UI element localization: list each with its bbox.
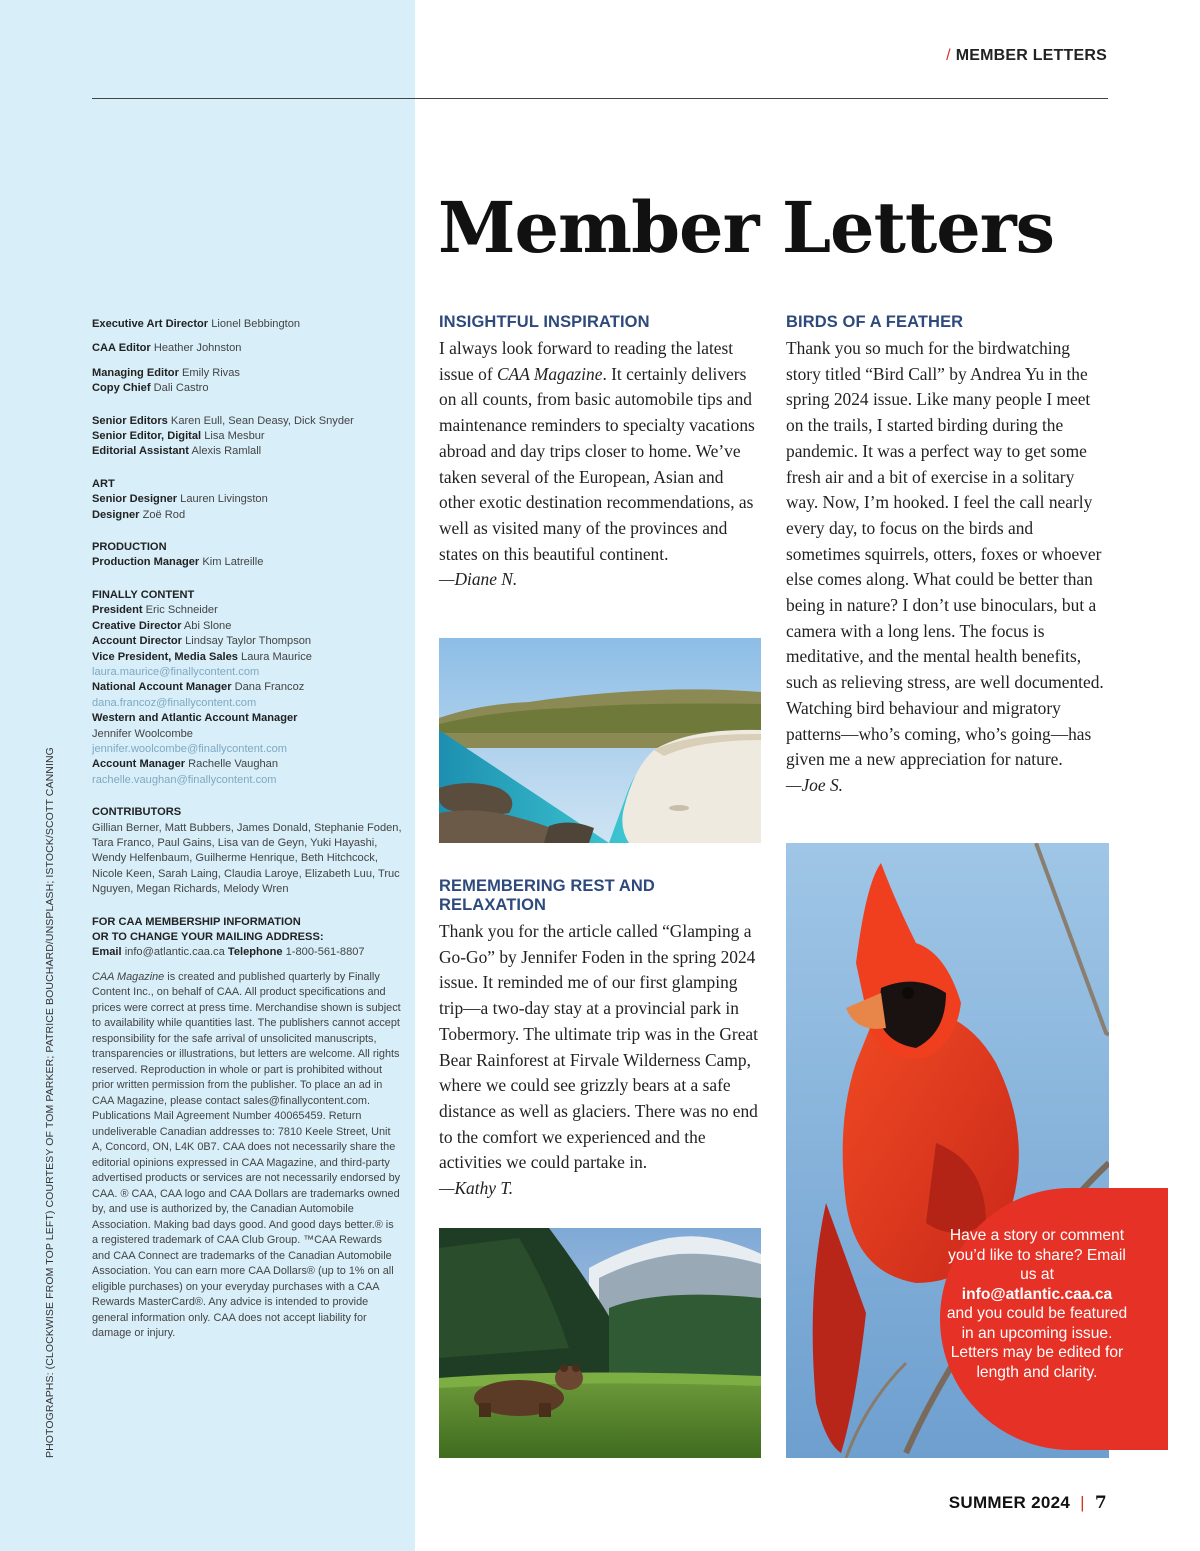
masthead-group-contributors — [92, 805, 402, 897]
masthead-value: Lauren Livingston — [180, 493, 268, 506]
footer-divider: | — [1080, 1493, 1085, 1512]
contributors-list: Gillian Berner, Matt Bubbers, James Donald, Stephanie Foden, Tara Franco, Paul Gains, Lisa van de Geyn, Yuki Hayashi, Wendy Helfenbaum, Guilherme Henrique, Beth Hitchcock, Nicole Keen, Sarah Laing, Claudia Laroye, Elizabeth Luu, Truc Nguyen, Megan Richards, Melody Wren — [92, 821, 402, 896]
masthead-group-membership — [92, 915, 402, 961]
masthead-value: Lisa Mesbur — [204, 430, 265, 443]
letter-signature: —Joe S. — [786, 774, 843, 795]
letter — [439, 877, 761, 1202]
beach-photo — [439, 638, 761, 843]
membership-email[interactable]: info@atlantic.caa.ca — [124, 946, 225, 959]
letter-body-text: I always look forward to reading the latest issue of — [439, 338, 734, 384]
masthead-group-production — [92, 540, 402, 571]
masthead-heading: FINALLY CONTENT — [92, 588, 195, 601]
masthead — [92, 317, 402, 1342]
letter — [439, 313, 761, 593]
masthead-value: Lionel Bebbington — [211, 318, 301, 330]
letter-body: Thank you so much for the birdwatching story titled “Bird Call” by Andrea Yu in the spring 2024 issue. Like many people I meet on the trails, I started birding during the pandemic. It was a perfect way to get some fresh air and a bit of exercise in a solitary way. Now, I’m hooked. I feel the call nearly every day, to focus on the birds and sometimes squirrels, otters, foxes or whoever else comes along. What could be better than being in nature? I don’t use binoculars, but a camera with a long lens. The focus is meditative, and the mental health benefits, such as relieving stress, are well documented. Watching bird behaviour and migratory patterns—who’s coming, who’s going—has given me a new appreciation for nature. — [786, 338, 1104, 770]
masthead-value: Lindsay Taylor Thompson — [185, 635, 312, 648]
fine-print-text: is created and published quarterly by Finally Content Inc., on behalf of CAA. All product specifications and prices were correct at press time. Merchandise shown is subject to availability while quantities last. The publishers cannot accept responsibility for the safe arrival of unsolicited manuscripts, transparencies or illustrations, but letters are welcome. All rights reserved. Reproduction in whole or part is prohibited without prior written permission from the publisher. To place an ad in CAA Magazine, please contact sales@finallycontent.com. Publications Mail Agreement Number 40065459. Return undeliverable Canadian addresses to: 7810 Keele Street, Unit A, Concord, ON, L4K 0B7. CAA does not necessarily share the editorial opinions expressed in CAA Magazine, and third-party advertised products or services are not necessarily endorsed by CAA. ® CAA, CAA logo and CAA Dollars are trademarks owned by, and use is authorized by, the Canadian Automobile Association. Making bad days good. And good days better.® is a registered trademark of CAA Club Group. ™CAA Rewards and CAA Connect are trademarks of the Canadian Automobile Association. You can earn more CAA Dollars® (up to 1% on all eligible purchases) on your everyday purchases with a CAA Rewards MasterCard®. Any advice is intended to provide general information only. CAA does not accept liability for damage or injury. — [92, 970, 401, 1340]
section-label-text: MEMBER LETTERS — [955, 47, 1107, 64]
masthead-value: Karen Eull, Sean Deasy, Dick Snyder — [170, 414, 354, 427]
letter-heading: REMEMBERING REST AND RELAXATION — [439, 877, 655, 914]
masthead-group — [92, 317, 402, 332]
masthead-label: Vice President, Media Sales — [92, 650, 238, 663]
membership-telephone: 1-800-561-8807 — [285, 946, 365, 959]
masthead-label: Senior Editors — [92, 414, 168, 427]
issue-label: SUMMER 2024 — [948, 1493, 1071, 1512]
letter-signature: —Diane N. — [439, 569, 518, 590]
masthead-label: Copy Chief — [92, 382, 151, 395]
masthead-group — [92, 341, 402, 356]
letter-body: Thank you for the article called “Glamping a Go-Go” by Jennifer Foden in the spring 2024 issue. It reminded me of our first glamping trip—a two-day stay at a provincial park in Tobermory. The ultimate trip was in the Great Bear Rainforest at Firvale Wilderness Camp, where we could see grizzly bears at a safe distance as well as glaciers. There was no end to the comfort we experienced and the activities we could partake in. — [439, 921, 758, 1173]
masthead-value: Dali Castro — [153, 382, 209, 395]
masthead-value: Eric Schneider — [145, 604, 218, 617]
fine-print — [92, 970, 402, 1342]
masthead-label: Designer — [92, 508, 140, 521]
masthead-heading: ART — [92, 477, 115, 490]
callout-text-intro: Have a story or comment you’d like to share? Email us at — [948, 1227, 1126, 1283]
page-footer — [949, 1493, 1107, 1513]
masthead-label: Senior Editor, Digital — [92, 430, 202, 443]
masthead-value: Jennifer Woolcombe — [92, 727, 193, 740]
callout-text-outro: and you could be featured in an upcoming issue. Letters may be edited for length and clarity. — [946, 1305, 1128, 1381]
masthead-group-art — [92, 477, 402, 523]
masthead-label: Editorial Assistant — [92, 445, 189, 458]
masthead-group — [92, 366, 402, 397]
masthead-label: Account Director — [92, 635, 182, 648]
slash-mark: / — [946, 47, 951, 64]
masthead-label: President — [92, 604, 143, 617]
letter — [786, 313, 1108, 799]
section-label — [946, 47, 1107, 65]
letter-body-text: . It certainly delivers on all counts, from basic automobile tips and maintenance reminders to specialty vacations abroad and day trips closer to home. We’ve taken several of the European, Asian and other exotic destination recommendations, as well as visited many of the provinces and states on this beautiful continent. — [439, 363, 755, 564]
magazine-name: CAA Magazine — [496, 363, 603, 384]
email-link[interactable]: laura.maurice@finallycontent.com — [92, 665, 260, 678]
email-link[interactable]: rachelle.vaughan@finallycontent.com — [92, 773, 277, 786]
masthead-label: Executive Art Director — [92, 318, 209, 330]
letter-heading: INSIGHTFUL INSPIRATION — [439, 313, 650, 331]
email-link[interactable]: jennifer.woolcombe@finallycontent.com — [92, 742, 288, 755]
letter-body — [439, 336, 761, 567]
masthead-heading: OR TO CHANGE YOUR MAILING ADDRESS: — [92, 931, 324, 943]
page-title: Member Letters — [438, 186, 1055, 269]
letter-heading: BIRDS OF A FEATHER — [786, 313, 964, 331]
masthead-group-finally-content — [92, 588, 402, 788]
masthead-value: Heather Johnston — [153, 342, 242, 355]
masthead-sidebar — [0, 0, 415, 1551]
masthead-value: Laura Maurice — [241, 650, 312, 663]
page-number: 7 — [1094, 1493, 1107, 1513]
divider — [92, 98, 1108, 99]
photo-credit: PHOTOGRAPHS: (CLOCKWISE FROM TOP LEFT) COURTESY OF TOM PARKER; PATRICE BOUCHARD/UNSPLASH; ISTOCK/SCOTT CANNING — [44, 747, 56, 1458]
masthead-group — [92, 414, 402, 460]
masthead-heading: FOR CAA MEMBERSHIP INFORMATION — [92, 915, 301, 928]
masthead-label: Email — [92, 946, 122, 959]
masthead-label: Production Manager — [92, 556, 200, 569]
masthead-label: Western and Atlantic Account Manager — [92, 712, 298, 725]
masthead-heading: CONTRIBUTORS — [92, 806, 182, 819]
masthead-label: Creative Director — [92, 619, 182, 632]
grizzly-bear-photo — [439, 1228, 761, 1458]
masthead-value: Dana Francoz — [234, 681, 305, 694]
masthead-value: Alexis Ramlall — [191, 445, 262, 458]
masthead-heading: PRODUCTION — [92, 541, 167, 554]
masthead-label: National Account Manager — [92, 681, 232, 694]
masthead-label: Account Manager — [92, 758, 186, 771]
masthead-value: Zoë Rod — [142, 508, 186, 521]
masthead-label: Telephone — [227, 946, 283, 959]
masthead-value: Abi Slone — [183, 619, 232, 632]
magazine-name: CAA Magazine — [92, 970, 165, 983]
masthead-value: Kim Latreille — [202, 556, 264, 569]
masthead-label: Managing Editor — [92, 366, 179, 379]
masthead-value: Rachelle Vaughan — [188, 758, 279, 771]
letter-signature: —Kathy T. — [439, 1178, 514, 1199]
masthead-label: CAA Editor — [92, 342, 151, 355]
masthead-value: Emily Rivas — [182, 366, 240, 379]
callout-text — [940, 1226, 1134, 1382]
email-link[interactable]: dana.francoz@finallycontent.com — [92, 696, 257, 709]
callout-email[interactable]: info@atlantic.caa.ca — [961, 1285, 1113, 1303]
masthead-label: Senior Designer — [92, 493, 178, 506]
